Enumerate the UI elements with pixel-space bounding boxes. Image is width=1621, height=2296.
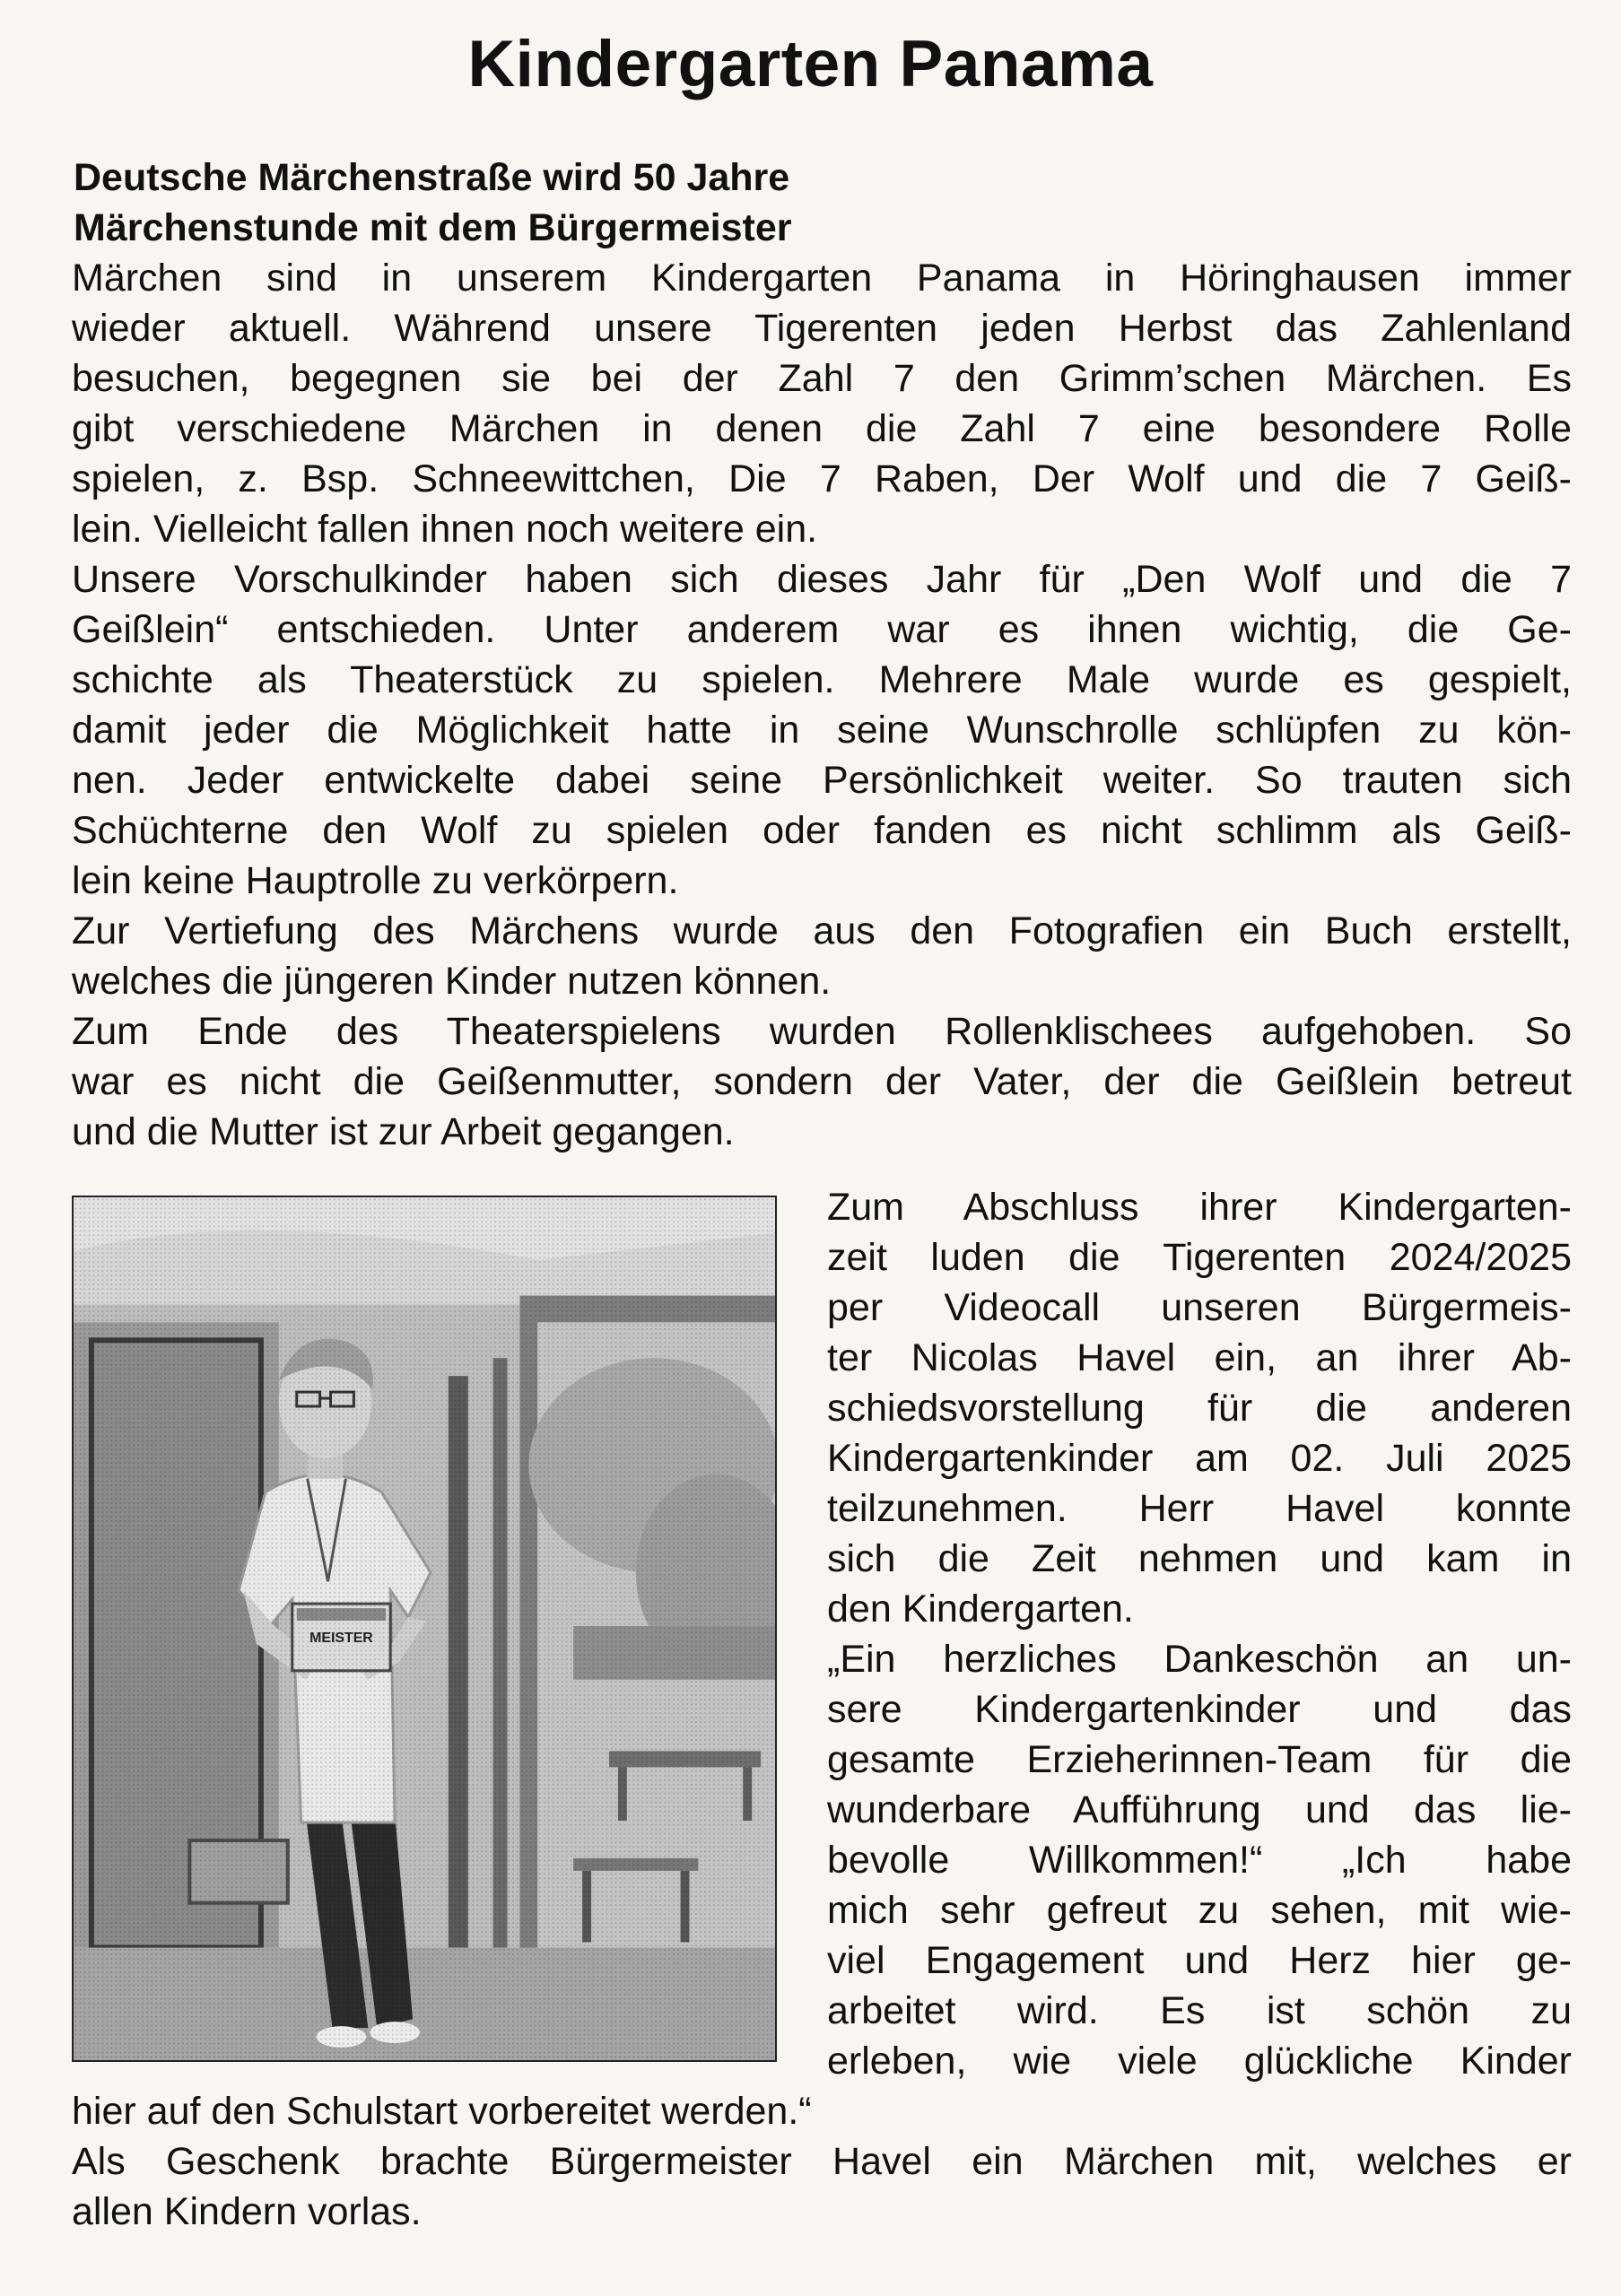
- text-line: sere Kindergartenkinder und das: [827, 1688, 1572, 1731]
- text-line: nen. Jeder entwickelte dabei seine Persönlichkeit weiter. So trauten sich: [72, 759, 1572, 802]
- text-line: und die Mutter ist zur Arbeit gegangen.: [72, 1110, 735, 1153]
- text-line: den Kindergarten.: [827, 1587, 1134, 1631]
- article-photo: [72, 1196, 777, 2062]
- text-line: mich sehr gefreut zu sehen, mit wie-: [827, 1889, 1572, 1932]
- text-line: war es nicht die Geißenmutter, sondern der Vater, der die Geißlein betreut: [72, 1060, 1572, 1103]
- text-line: besuchen, begegnen sie bei der Zahl 7 den Grimm’schen Märchen. Es: [72, 357, 1572, 400]
- text-line: damit jeder die Möglichkeit hatte in seine Wunschrolle schlüpfen zu kön-: [72, 709, 1572, 752]
- text-line: gesamte Erzieherinnen-Team für die: [827, 1738, 1572, 1781]
- text-line: Zum Abschluss ihrer Kindergarten-: [827, 1186, 1572, 1229]
- text-line: welches die jüngeren Kinder nutzen können.: [72, 960, 832, 1003]
- subheading-2: Märchenstunde mit dem Bürgermeister: [74, 206, 792, 249]
- text-line: zeit luden die Tigerenten 2024/2025: [827, 1236, 1572, 1279]
- text-line: sich die Zeit nehmen und kam in: [827, 1537, 1572, 1580]
- text-line: ter Nicolas Havel ein, an ihrer Ab-: [827, 1336, 1572, 1379]
- text-line: Märchen sind in unserem Kindergarten Panama in Höringhausen immer: [72, 257, 1572, 300]
- text-line: per Videocall unseren Bürgermeis-: [827, 1286, 1572, 1329]
- text-line: bevolle Willkommen!“ „Ich habe: [827, 1839, 1572, 1882]
- article-title: Kindergarten Panama: [467, 28, 1154, 100]
- text-line: Zum Ende des Theaterspielens wurden Rollenklischees aufgehoben. So: [72, 1010, 1572, 1053]
- text-line: hier auf den Schulstart vorbereitet werden.“: [72, 2090, 812, 2133]
- text-line: spielen, z. Bsp. Schneewittchen, Die 7 Raben, Der Wolf und die 7 Geiß-: [72, 457, 1572, 500]
- text-line: allen Kindern vorlas.: [72, 2190, 422, 2233]
- text-line: Zur Vertiefung des Märchens wurde aus den Fotografien ein Buch erstellt,: [72, 909, 1572, 952]
- text-line: viel Engagement und Herz hier ge-: [827, 1939, 1572, 1982]
- text-line: lein keine Hauptrolle zu verkörpern.: [72, 859, 679, 902]
- text-line: Kindergartenkinder am 02. Juli 2025: [827, 1437, 1572, 1480]
- text-line: schiedsvorstellung für die anderen: [827, 1387, 1572, 1430]
- text-line: arbeitet wird. Es ist schön zu: [827, 1989, 1572, 2032]
- text-line: wunderbare Aufführung und das lie-: [827, 1788, 1572, 1831]
- subheading-1: Deutsche Märchenstraße wird 50 Jahre: [74, 156, 790, 199]
- text-line: Geißlein“ entschieden. Unter anderem war es ihnen wichtig, die Ge-: [72, 608, 1572, 651]
- text-line: gibt verschiedene Märchen in denen die Zahl 7 eine besondere Rolle: [72, 407, 1572, 450]
- photo-illustration: [74, 1197, 775, 2060]
- text-line: Als Geschenk brachte Bürgermeister Havel ein Märchen mit, welches er: [72, 2140, 1572, 2183]
- text-line: schichte als Theaterstück zu spielen. Mehrere Male wurde es gespielt,: [72, 658, 1572, 701]
- text-line: Schüchterne den Wolf zu spielen oder fanden es nicht schlimm als Geiß-: [72, 809, 1572, 852]
- text-line: erleben, wie viele glückliche Kinder: [827, 2039, 1572, 2083]
- text-line: teilzunehmen. Herr Havel konnte: [827, 1487, 1572, 1530]
- text-line: Unsere Vorschulkinder haben sich dieses Jahr für „Den Wolf und die 7: [72, 558, 1572, 601]
- text-line: „Ein herzliches Dankeschön an un-: [827, 1638, 1572, 1681]
- text-line: wieder aktuell. Während unsere Tigerenten jeden Herbst das Zahlenland: [72, 307, 1572, 350]
- text-line: lein. Vielleicht fallen ihnen noch weitere ein.: [72, 508, 818, 551]
